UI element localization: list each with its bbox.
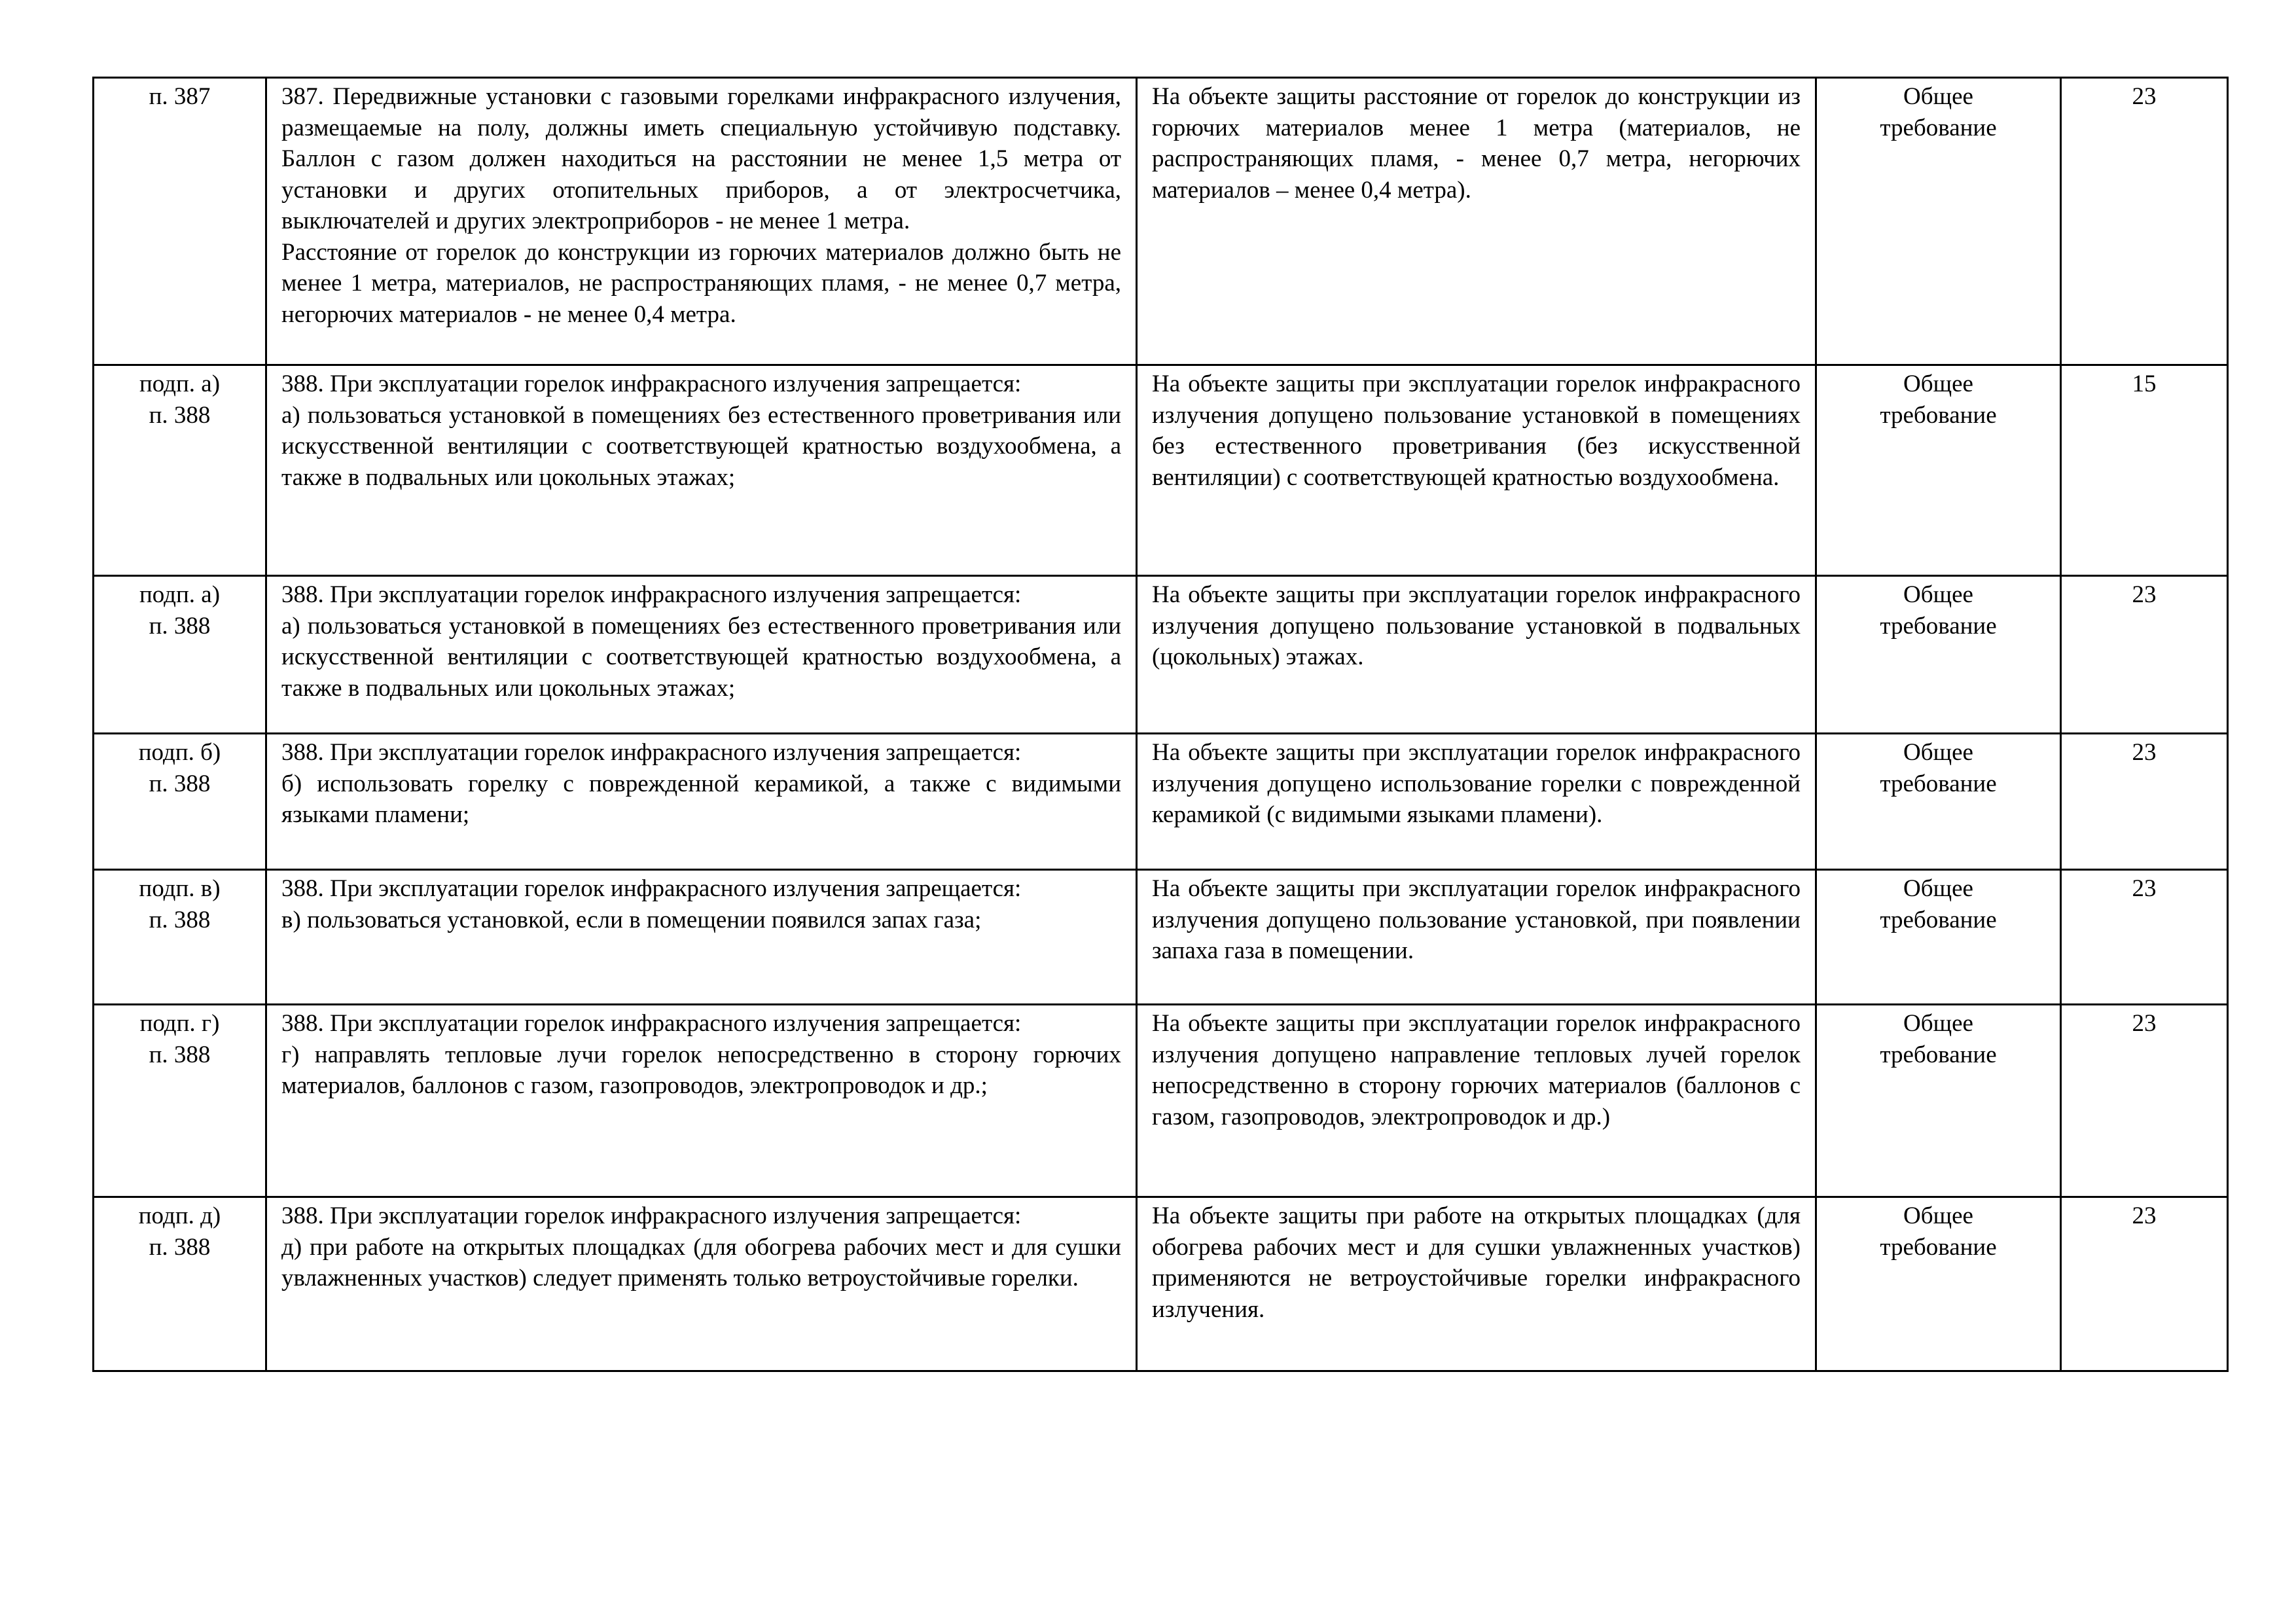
- clause-reference-cell: [94, 734, 266, 870]
- requirement-type: Общее: [1903, 1202, 1973, 1229]
- requirement-type: требование: [1880, 1233, 1997, 1261]
- violation-cell: [1137, 1197, 1816, 1371]
- requirement-type: требование: [1880, 1041, 1997, 1068]
- requirement-cell: [266, 1197, 1137, 1371]
- requirement-text: 388. При эксплуатации горелок инфракрасного излучения запрещается:: [281, 875, 1022, 902]
- clause-reference: подп. д): [138, 1202, 221, 1229]
- requirement-type-cell: [1816, 78, 2061, 365]
- requirement-type-cell: [1816, 365, 2061, 576]
- requirement-text: 388. При эксплуатации горелок инфракрасного излучения запрещается:: [281, 581, 1022, 608]
- requirement-cell: [266, 870, 1137, 1005]
- clause-reference-cell: [94, 365, 266, 576]
- article-number: 15: [2132, 370, 2157, 397]
- clause-reference: п. 388: [149, 1041, 211, 1068]
- table-row: [94, 1005, 2228, 1197]
- requirement-cell: [266, 734, 1137, 870]
- clause-reference: п. 388: [149, 401, 211, 429]
- clause-reference: п. 388: [149, 612, 211, 640]
- requirement-type: Общее: [1903, 83, 1973, 110]
- requirement-text: б) использовать горелку с поврежденной керамикой, а также с видимыми языками пламени;: [281, 770, 1121, 828]
- clause-reference: п. 388: [149, 1233, 211, 1261]
- requirement-type-cell: [1816, 734, 2061, 870]
- requirements-table: [92, 77, 2229, 1372]
- requirement-text: 388. При эксплуатации горелок инфракрасного излучения запрещается:: [281, 1010, 1022, 1037]
- violation-text: На объекте защиты при эксплуатации горелок инфракрасного излучения допущено использование горелки с поврежденной керамикой (с видимыми языками пламени).: [1152, 739, 1801, 828]
- clause-reference: п. 388: [149, 770, 211, 797]
- article-number: 23: [2132, 739, 2157, 766]
- article-number-cell: [2061, 576, 2228, 734]
- article-number-cell: [2061, 870, 2228, 1005]
- violation-cell: [1137, 734, 1816, 870]
- clause-reference-cell: [94, 1005, 266, 1197]
- article-number-cell: [2061, 734, 2228, 870]
- article-number-cell: [2061, 78, 2228, 365]
- requirement-text: 388. При эксплуатации горелок инфракрасного излучения запрещается:: [281, 370, 1022, 397]
- requirement-text: а) пользоваться установкой в помещениях без естественного проветривания или искусственной вентиляции с соответствующей кратностью воздухообмена, а также в подвальных или цокольных этажах;: [281, 612, 1121, 702]
- requirement-text: 388. При эксплуатации горелок инфракрасного излучения запрещается:: [281, 739, 1022, 766]
- requirement-text: а) пользоваться установкой в помещениях без естественного проветривания или искусственной вентиляции с соответствующей кратностью воздухообмена, а также в подвальных или цокольных этажах;: [281, 401, 1121, 491]
- requirement-type: Общее: [1903, 875, 1973, 902]
- article-number: 23: [2132, 1202, 2157, 1229]
- requirement-type-cell: [1816, 576, 2061, 734]
- violation-text: На объекте защиты при эксплуатации горелок инфракрасного излучения допущено пользование установкой в подвальных (цокольных) этажах.: [1152, 581, 1801, 670]
- table-row: [94, 78, 2228, 365]
- requirement-text: г) направлять тепловые лучи горелок непосредственно в сторону горючих материалов, баллонов с газом, газопроводов, электропроводок и др.;: [281, 1041, 1121, 1099]
- violation-text: На объекте защиты при эксплуатации горелок инфракрасного излучения допущено пользование установкой, при появлении запаха газа в помещении.: [1152, 875, 1801, 964]
- article-number-cell: [2061, 1197, 2228, 1371]
- clause-reference: подп. а): [139, 581, 221, 608]
- requirement-cell: [266, 1005, 1137, 1197]
- requirement-type: требование: [1880, 770, 1997, 797]
- requirement-type: требование: [1880, 114, 1997, 141]
- table-row: [94, 1197, 2228, 1371]
- clause-reference-cell: [94, 78, 266, 365]
- article-number: 23: [2132, 581, 2157, 608]
- article-number: 23: [2132, 1010, 2157, 1037]
- requirement-type: Общее: [1903, 581, 1973, 608]
- table-row: [94, 870, 2228, 1005]
- requirement-text: 387. Передвижные установки с газовыми горелками инфракрасного излучения, размещаемые на полу, должны иметь специальную устойчивую подставку. Баллон с газом должен находиться на расстоянии не менее 1,5 метра от установки и других отопительных приборов, а от электросчетчика, выключателей и других электроприборов - не менее 1 метра.: [281, 83, 1121, 234]
- requirement-text: Расстояние от горелок до конструкции из горючих материалов должно быть не менее 1 метра, материалов, не распространяющих пламя, - не менее 0,7 метра, негорючих материалов - не менее 0,4 метра.: [281, 238, 1121, 328]
- article-number-cell: [2061, 1005, 2228, 1197]
- requirement-type: Общее: [1903, 1010, 1973, 1037]
- requirement-type: требование: [1880, 401, 1997, 429]
- requirement-cell: [266, 576, 1137, 734]
- article-number: 23: [2132, 875, 2157, 902]
- clause-reference: подп. в): [139, 875, 221, 902]
- clause-reference-cell: [94, 1197, 266, 1371]
- requirement-cell: [266, 78, 1137, 365]
- requirement-type-cell: [1816, 870, 2061, 1005]
- requirement-cell: [266, 365, 1137, 576]
- violation-text: На объекте защиты при эксплуатации горелок инфракрасного излучения допущено направление тепловых лучей горелок непосредственно в сторону горючих материалов (баллонов с газом, газопроводов, электропроводок и др.): [1152, 1010, 1801, 1130]
- article-number-cell: [2061, 365, 2228, 576]
- requirement-type: требование: [1880, 906, 1997, 933]
- clause-reference: подп. а): [139, 370, 221, 397]
- requirement-type-cell: [1816, 1005, 2061, 1197]
- article-number: 23: [2132, 83, 2157, 110]
- clause-reference-cell: [94, 576, 266, 734]
- violation-cell: [1137, 1005, 1816, 1197]
- clause-reference: п. 388: [149, 906, 211, 933]
- clause-reference: п. 387: [149, 83, 211, 110]
- violation-cell: [1137, 576, 1816, 734]
- requirement-text: д) при работе на открытых площадках (для обогрева рабочих мест и для сушки увлажненных участков) следует применять только ветроустойчивые горелки.: [281, 1233, 1121, 1291]
- violation-cell: [1137, 365, 1816, 576]
- requirement-text: 388. При эксплуатации горелок инфракрасного излучения запрещается:: [281, 1202, 1022, 1229]
- requirement-type: Общее: [1903, 370, 1973, 397]
- violation-text: На объекте защиты при эксплуатации горелок инфракрасного излучения допущено пользование установкой в помещениях без естественного проветривания (без искусственной вентиляции) с соответствующей кратностью воздухообмена.: [1152, 370, 1801, 491]
- violation-cell: [1137, 78, 1816, 365]
- violation-text: На объекте защиты расстояние от горелок до конструкции из горючих материалов менее 1 метра (материалов, не распространяющих пламя, - менее 0,7 метра, негорючих материалов – менее 0,4 метра).: [1152, 83, 1801, 204]
- requirement-type-cell: [1816, 1197, 2061, 1371]
- requirement-text: в) пользоваться установкой, если в помещении появился запах газа;: [281, 906, 982, 933]
- table-row: [94, 365, 2228, 576]
- clause-reference: подп. б): [138, 739, 221, 766]
- table-row: [94, 734, 2228, 870]
- violation-cell: [1137, 870, 1816, 1005]
- requirement-type: Общее: [1903, 739, 1973, 766]
- requirement-type: требование: [1880, 612, 1997, 640]
- table-row: [94, 576, 2228, 734]
- clause-reference-cell: [94, 870, 266, 1005]
- violation-text: На объекте защиты при работе на открытых площадках (для обогрева рабочих мест и для сушки увлажненных участков) применяются не ветроустойчивые горелки инфракрасного излучения.: [1152, 1202, 1801, 1323]
- clause-reference: подп. г): [139, 1010, 220, 1037]
